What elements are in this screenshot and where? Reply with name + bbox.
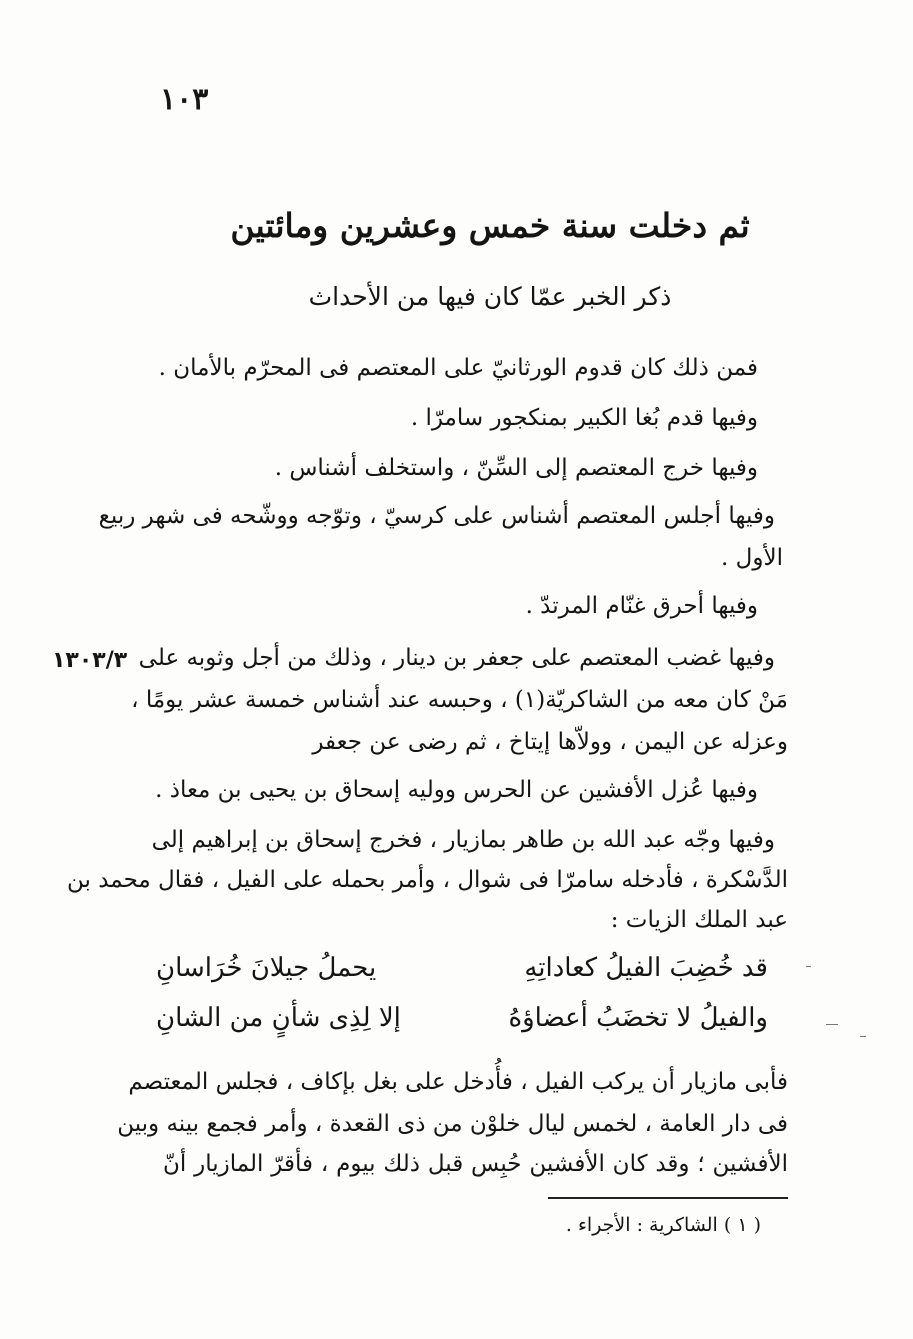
footnote-separator: [548, 1197, 788, 1199]
body-line: وفيها خرج المعتصم إلى السِّنّ ، واستخلف أشناس .: [274, 455, 758, 481]
scan-mark: [806, 966, 811, 967]
poem-first-hemistich: قد خُضِبَ الفيلُ كعاداتِهِ: [524, 953, 768, 983]
margin-note: ١٣٠٣/٣: [52, 648, 128, 673]
scan-mark: [826, 1024, 838, 1025]
body-line: وفيها أجلس المعتصم أشناس على كرسيّ ، وتوّجه ووشّحه فى شهر ربيع: [98, 503, 775, 529]
chapter-heading: ثم دخلت سنة خمس وعشرين ومائتين: [230, 206, 750, 245]
poem-first-hemistich: والفيلُ لا تخضَبُ أعضاؤهُ: [508, 1003, 768, 1033]
body-line: وفيها قدم بُغا الكبير بمنكجور سامرّا .: [410, 405, 758, 431]
body-line: فأبى مازيار أن يركب الفيل ، فأُدخل على بغل بإكاف ، فجلس المعتصم: [128, 1069, 788, 1095]
body-line: فمن ذلك كان قدوم الورثانيّ على المعتصم فى المحرّم بالأمان .: [158, 355, 758, 381]
section-subheading: ذكر الخبر عمّا كان فيها من الأحداث: [308, 282, 672, 311]
body-line: عبد الملك الزيات :: [610, 907, 788, 933]
footnote: ( ١ ) الشاكرية : الأجراء .: [565, 1214, 761, 1236]
body-line: وفيها وجّه عبد الله بن طاهر بمازيار ، فخرج إسحاق بن إبراهيم إلى: [151, 827, 775, 853]
body-line: فى دار العامة ، لخمس ليال خلوْن من ذى القعدة ، وأمر فجمع بينه وبين: [117, 1111, 788, 1137]
body-line: وفيها عُزل الأفشين عن الحرس ووليه إسحاق بن يحيى بن معاذ .: [155, 777, 758, 803]
body-line: الأفشين ؛ وقد كان الأفشين حُبِس قبل ذلك بيوم ، فأقرّ المازيار أنّ: [163, 1151, 788, 1177]
body-line: وفيها غضب المعتصم على جعفر بن دينار ، وذلك من أجل وثوبه على: [138, 645, 775, 671]
poem-second-hemistich: يحملُ جيلانَ خُرَاسانِ: [156, 953, 377, 983]
body-line: وعزله عن اليمن ، وولاّها إيتاخ ، ثم رضى عن جعفر: [312, 729, 788, 755]
page-number: ١٠٣: [160, 82, 209, 117]
body-line: مَنْ كان معه من الشاكريّة(١) ، وحبسه عند أشناس خمسة عشر يومًا ،: [131, 687, 788, 713]
body-line: وفيها أحرق غنّام المرتدّ .: [525, 593, 758, 619]
scan-mark: [860, 1036, 866, 1037]
body-line: الدَّسْكرة ، فأدخله سامرّا فى شوال ، وأمر بحمله على الفيل ، فقال محمد بن: [66, 867, 788, 893]
body-line: الأول .: [721, 545, 783, 571]
poem-second-hemistich: إلا لِذِى شأنٍ من الشانِ: [156, 1003, 401, 1033]
